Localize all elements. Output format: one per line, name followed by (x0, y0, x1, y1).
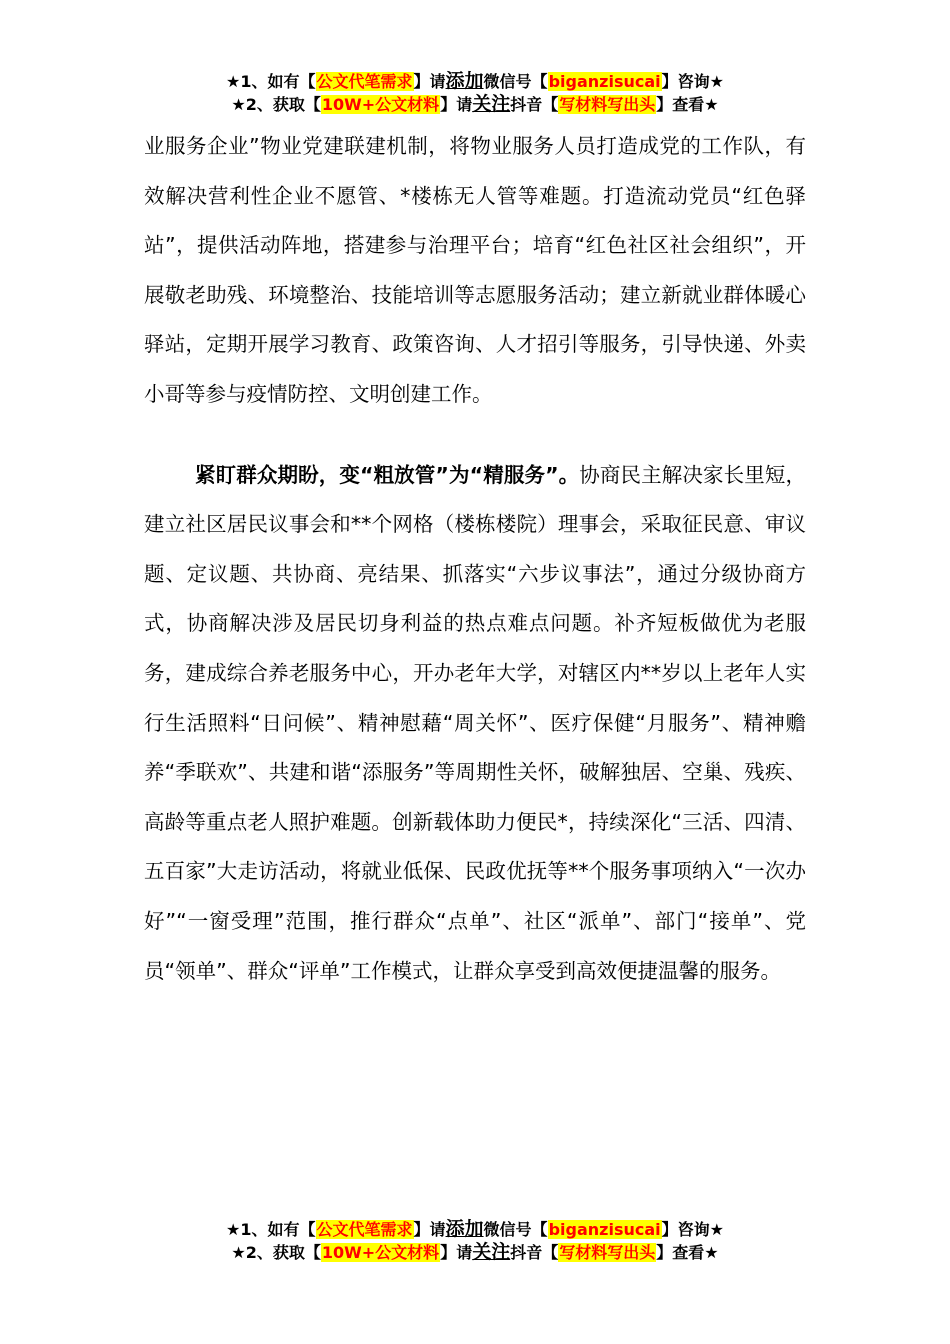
paragraph-1: 业服务企业”物业党建联建机制，将物业服务人员打造成党的工作队，有效解决营利性企业不愿管、*楼栋无人管等难题。打造流动党员“红色驿站”，提供活动阵地，搭建参与治理平台；培育“红色社区社会组织”，开展敬老助残、环境整治、技能培训等志愿服务活动；建立新就业群体暖心驿站，定期开展学习教育、政策咨询、人才招引等服务，引导快递、外卖小哥等参与疫情防控、文明创建工作。 (144, 134, 806, 406)
banner-text: ★1、如有【 (226, 72, 316, 91)
banner-line-2 (0, 93, 950, 116)
highlight-douyin-account: 写材料写出头 (559, 1243, 656, 1262)
highlight-materials: 10W+公文材料 (321, 95, 440, 114)
paragraph-2-text: 协商民主解决家长里短，建立社区居民议事会和**个网格（楼栋楼院）理事会，采取征民意、审议题、定议题、共协商、亮结果、抓落实“六步议事法”，通过分级协商方式，协商解决涉及居民切身利益的热点难点问题。补齐短板做优为老服务，建成综合养老服务中心，开办老年大学，对辖区内**岁以上老年人实行生活照料“日问候”、精神慰藉“周关怀”、医疗保健“月服务”、精神赡养“季联欢”、共建和谐“添服务”等周期性关怀，破解独居、空巢、残疾、高龄等重点老人照护难题。创新载体助力便民*，持续深化“三活、四清、五百家”大走访活动，将就业低保、民政优抚等**个服务事项纳入“一次办好”“一窗受理”范围，推行群众“点单”、社区“派单”、部门“接单”、党员“领单”、群众“评单”工作模式，让群众享受到高效便捷温馨的服务。 (144, 462, 806, 983)
highlight-wechat-id: biganzisucai (548, 72, 661, 91)
paragraph-spacer (144, 420, 806, 451)
highlight-douyin-account: 写材料写出头 (559, 95, 656, 114)
banner-emphasis: 关注 (472, 93, 511, 115)
header-banner (0, 70, 950, 116)
banner-text: 微信号【 (483, 1220, 548, 1239)
banner-emphasis: 关注 (472, 1241, 511, 1263)
banner-text: 抖音【 (510, 1243, 559, 1262)
banner-text: 】咨询★ (661, 72, 724, 91)
banner-emphasis: 添加 (445, 70, 484, 92)
banner-text: 】请 (413, 72, 446, 91)
banner-text: 】查看★ (656, 1243, 719, 1262)
banner-line-1 (0, 70, 950, 93)
banner-text: 】请 (413, 1220, 446, 1239)
highlight-materials: 10W+公文材料 (321, 1243, 440, 1262)
banner-text: 微信号【 (483, 72, 548, 91)
banner-text: 抖音【 (510, 95, 559, 114)
paragraph-2-lead: 紧盯群众期盼，变“粗放管”为“精服务”。 (195, 462, 580, 487)
document-body (144, 122, 806, 996)
banner-text: ★1、如有【 (226, 1220, 316, 1239)
banner-line-2 (0, 1241, 950, 1264)
banner-text: 】请 (440, 95, 473, 114)
banner-text: 】请 (440, 1243, 473, 1262)
banner-line-1 (0, 1218, 950, 1241)
banner-text: 】查看★ (656, 95, 719, 114)
highlight-service-request: 公文代笔需求 (316, 1220, 413, 1239)
highlight-service-request: 公文代笔需求 (316, 72, 413, 91)
banner-emphasis: 添加 (445, 1218, 484, 1240)
footer-banner (0, 1218, 950, 1264)
highlight-wechat-id: biganzisucai (548, 1220, 661, 1239)
banner-text: ★2、获取【 (231, 95, 321, 114)
banner-text: ★2、获取【 (231, 1243, 321, 1262)
banner-text: 】咨询★ (661, 1220, 724, 1239)
paragraph-2 (144, 451, 806, 997)
